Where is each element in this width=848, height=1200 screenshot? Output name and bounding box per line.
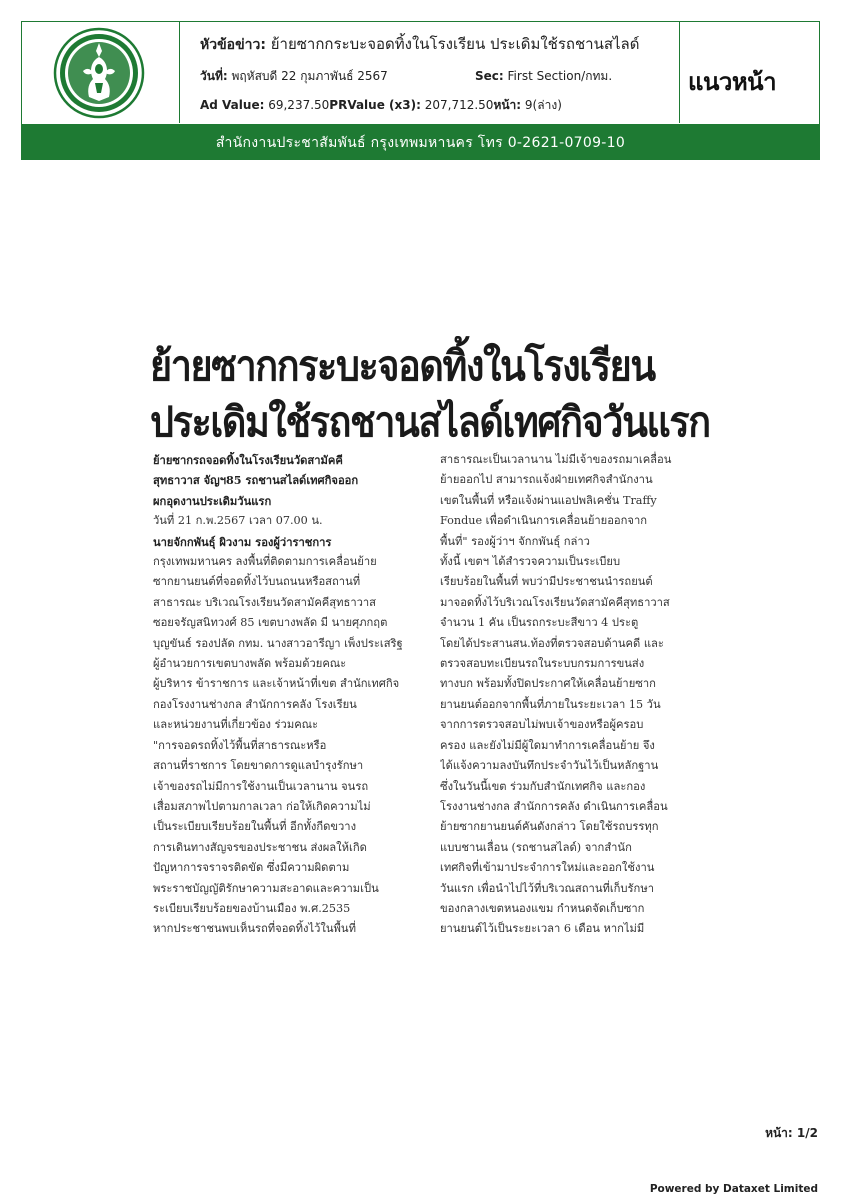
- article-line: สถานที่ราชการ โดยขาดการดูแลบำรุงรักษา: [153, 759, 364, 773]
- article-line: ซึ่งในวันนี้เขต ร่วมกับสำนักเทศกิจ และกอง: [440, 779, 646, 793]
- article-line: Fondue เพื่อดำเนินการเคลื่อนย้ายออกจาก: [440, 514, 648, 528]
- date-value: พฤหัสบดี 22 กุมภาพันธ์ 2567: [231, 69, 388, 83]
- article-line: วันแรก เพื่อนำไปไว้ที่บริเวณสถานที่เก็บรักษา: [440, 881, 654, 895]
- page-indicator: [765, 1124, 818, 1143]
- publication-cell: [680, 22, 819, 123]
- article-line: ย้ายซากยานยนต์คันดังกล่าว โดยใช้รถบรรทุก: [440, 820, 659, 834]
- article-line: เทศกิจที่เข้ามาประจำการใหม่และออกใช้งาน: [440, 861, 655, 875]
- clipping-info: [180, 22, 680, 123]
- article-line: พระราชบัญญัติรักษาความสะอาดและความเป็น: [153, 881, 379, 895]
- ad-value: 69,237.50: [268, 98, 330, 112]
- article-line: กรุงเทพมหานคร ลงพื้นที่ติดตามการเคลื่อนย้าย: [153, 555, 377, 569]
- clipping-header: [21, 21, 820, 125]
- article-line: สาธารณะ บริเวณโรงเรียนวัดสามัคคีสุทธาวาส: [153, 595, 376, 609]
- headline-row: [200, 32, 640, 56]
- bangkok-seal-icon: [53, 27, 145, 119]
- article-line: พื้นที่" รองผู้ว่าฯ จักกพันธุ์ กล่าว: [440, 534, 590, 548]
- powered-by: Powered by Dataxet Limited: [649, 1183, 818, 1195]
- article-line: เจ้าของรถไม่มีการใช้งานเป็นเวลานาน จนรถ: [153, 779, 369, 793]
- article-line: สาธารณะเป็นเวลานาน ไม่มีเจ้าของรถมาเคลื่อน: [440, 453, 672, 466]
- page-value: 9(ล่าง): [524, 98, 562, 112]
- article-line: ซากยานยนต์ที่จอดทิ้งไว้บนถนนหรือสถานที่: [153, 575, 361, 589]
- article-line: ได้แจ้งความลงบันทึกประจำวันไว้เป็นหลักฐาน: [440, 759, 659, 773]
- article-line: มาจอดทิ้งไว้บริเวณโรงเรียนวัดสามัคคีสุทธาวาส: [440, 595, 670, 609]
- article-line: ปัญหาการจราจรติดขัด ซึ่งมีความผิดตาม: [153, 861, 350, 875]
- article-line: ผู้อำนวยการเขตบางพลัด พร้อมด้วยคณะ: [153, 657, 347, 671]
- article-line: วันที่ 21 ก.พ.2567 เวลา 07.00 น.: [153, 514, 323, 528]
- article-line: หากประชาชนพบเห็นรถที่จอดทิ้งไว้ในพื้นที่: [153, 922, 356, 936]
- page-indicator-value: 1/2: [796, 1126, 818, 1140]
- article-line: ย้ายออกไป สามารถแจ้งฝ่ายเทศกิจสำนักงาน: [440, 473, 653, 487]
- article-line: นายจักกพันธุ์ ผิวงาม รองผู้ว่าราชการ: [153, 534, 332, 549]
- article-line: และหน่วยงานที่เกี่ยวข้อง ร่วมคณะ: [153, 718, 319, 732]
- article-line: ระเบียบเรียบร้อยของบ้านเมือง พ.ศ.2535: [153, 901, 351, 915]
- article-line: ทางบก พร้อมทั้งปิดประกาศให้เคลื่อนย้ายซาก: [440, 677, 656, 691]
- date-row: [200, 67, 388, 86]
- article-line: การเดินทางสัญจรของประชาชน ส่งผลให้เกิด: [153, 840, 367, 854]
- pr-value-label: PRValue (x3):: [329, 98, 421, 112]
- article-line: ย้ายซากรถจอดทิ้งในโรงเรียนวัดสามัคคี: [153, 453, 343, 467]
- page-indicator-label: หน้า:: [765, 1126, 793, 1140]
- ad-value-label: Ad Value:: [200, 98, 265, 112]
- article-line: เรียบร้อยในพื้นที่ พบว่ามีประชาชนนำรถยนต์: [440, 575, 653, 589]
- article-line: เขตในพื้นที่ หรือแจ้งผ่านแอปพลิเคชั่น Traffy: [440, 493, 657, 507]
- article-line: ผู้บริหาร ข้าราชการ และเจ้าหน้าที่เขต สำนักเทศกิจ: [153, 677, 400, 691]
- date-label: วันที่:: [200, 69, 228, 83]
- article-line: ครอง และยังไม่มีผู้ใดมาทำการเคลื่อนย้าย จึง: [440, 738, 655, 752]
- headline-value: ย้ายซากกระบะจอดทิ้งในโรงเรียน ประเดิมใช้รถชานสไลด์: [270, 35, 640, 53]
- article-line: ยานยนต์ออกจากพื้นที่ภายในระยะเวลา 15 วัน: [440, 697, 661, 711]
- article-line: ยานยนต์ไว้เป็นระยะเวลา 6 เดือน หากไม่มี: [440, 922, 645, 936]
- article-line: ซอยจรัญสนิทวงศ์ 85 เขตบางพลัด มี นายศุภกฤต: [153, 616, 388, 630]
- article-line: ผกอุดงานประเดิมวันแรก: [153, 493, 272, 508]
- article-line: กองโรงงานช่างกล สำนักการคลัง โรงเรียน: [153, 697, 357, 711]
- article-line: เป็นระเบียบเรียบร้อยในพื้นที่ อีกทั้งกีดขวาง: [153, 820, 357, 834]
- article-line: โรงงานช่างกล สำนักการคลัง ดำเนินการเคลื่อน: [440, 799, 668, 813]
- article-title: [150, 338, 715, 450]
- pr-value: 207,712.50: [424, 98, 494, 112]
- article-line: เสื่อมสภาพไปตามกาลเวลา ก่อให้เกิดความไม่: [153, 799, 371, 813]
- article-line: สุทธาวาส จัญฯ85 รถชานสไลด์เทศกิจออก: [153, 473, 359, 488]
- article-line: ตรวจสอบทะเบียนรถในระบบกรมการขนส่ง: [440, 657, 645, 671]
- article-line: จำนวน 1 คัน เป็นรถกระบะสีขาว 4 ประตู: [440, 616, 639, 630]
- headline-label: หัวข้อข่าว:: [200, 37, 266, 53]
- article-title-line-1: ย้ายซากกระบะจอดทิ้งในโรงเรียน: [150, 342, 655, 390]
- article-title-line-2: ประเดิมใช้รถชานสไลด์เทศกิจวันแรก: [150, 398, 710, 446]
- page-label: หน้า:: [493, 98, 522, 112]
- article-line: ของกลางเขตหนองแขม กำหนดจัดเก็บซาก: [440, 901, 645, 915]
- publication-name: แนวหน้า: [688, 68, 777, 96]
- article-line: โดยได้ประสานสน.ท้องที่ตรวจสอบด้านคดี และ: [440, 636, 664, 650]
- article-line: บุญขันธ์ รองปลัด กทม. นางสาวอารีญา เพ็งประเสริฐ: [153, 636, 403, 650]
- section-label: Sec:: [475, 69, 504, 83]
- office-contact-bar: สำนักงานประชาสัมพันธ์ กรุงเทพมหานคร โทร 0-2621-0709-10: [21, 125, 820, 160]
- seal-cell: [22, 22, 180, 123]
- article-line: ทั้งนี้ เขตฯ ได้สำรวจความเป็นระเบียบ: [440, 555, 621, 569]
- value-row: [200, 96, 562, 115]
- section-value: First Section/กทม.: [507, 69, 613, 83]
- article-line: "การจอดรถทิ้งไว้พื้นที่สาธารณะหรือ: [153, 738, 327, 752]
- article-line: แบบชานเลื่อน (รถชานสไลด์) จากสำนัก: [440, 840, 632, 854]
- section-row: [475, 67, 612, 86]
- article-column-right: [440, 450, 712, 940]
- article-line: จากการตรวจสอบไม่พบเจ้าของหรือผู้ครอบ: [440, 718, 644, 732]
- article-column-left: [153, 450, 425, 940]
